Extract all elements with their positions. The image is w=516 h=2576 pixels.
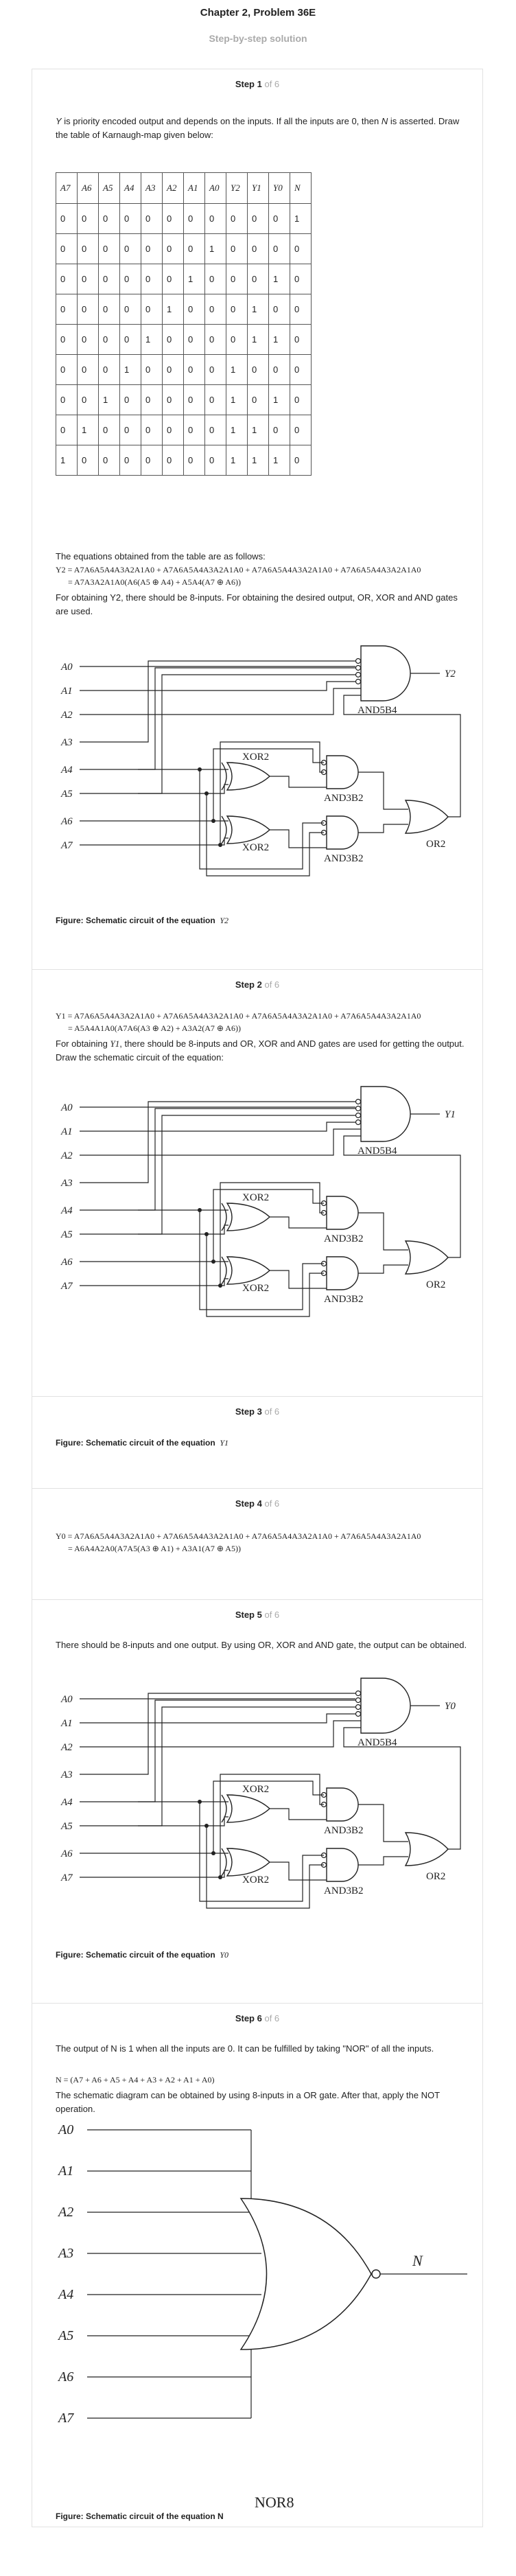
inversion-bubble: [356, 1705, 361, 1710]
table-header: A0: [205, 173, 226, 204]
table-cell: 0: [78, 234, 99, 264]
wire: [138, 838, 228, 845]
table-cell: 0: [56, 415, 78, 445]
caption-y0: Figure: Schematic circuit of the equation Y0: [56, 1950, 229, 1960]
input-label: A7: [61, 840, 73, 851]
table-cell: 0: [184, 355, 205, 385]
page-title: Chapter 2, Problem 36E: [200, 7, 316, 19]
wire: [80, 1693, 355, 1774]
input-label: A0: [58, 2122, 74, 2137]
table-cell: 1: [226, 415, 248, 445]
table-cell: 0: [290, 264, 312, 294]
wire: [138, 1817, 228, 1826]
table-cell: 0: [78, 325, 99, 355]
step-6-para2: The schematic diagram can be obtained by using 8-inputs in a OR gate. After that, apply the NOT operation.: [56, 2090, 440, 2114]
xor-label: XOR2: [242, 1283, 270, 1294]
circuit-y0: [56, 1671, 481, 1939]
table-cell: 0: [269, 355, 290, 385]
wire: [80, 1129, 361, 1155]
wire: [138, 785, 228, 793]
table-cell: 1: [56, 445, 78, 476]
table-cell: 0: [226, 294, 248, 325]
table-cell: 0: [120, 415, 141, 445]
inversion-bubble: [356, 1106, 361, 1111]
eq-intro: The equations obtained from the table are as follows:: [56, 551, 266, 561]
wire: [207, 1234, 324, 1316]
table-cell: 0: [99, 325, 120, 355]
eq-y2-line1: Y2 = A7A6A5A4A3A2A1A0 + A7A6A5A4A3A2A1A0 + A7A6A5A4A3A2A1A0 + A7A6A5A4A3A2A1A0: [56, 565, 421, 575]
inversion-bubble: [356, 1698, 361, 1703]
xor-gate-bottom: [227, 1848, 270, 1876]
table-cell: 0: [78, 355, 99, 385]
and5-label: AND5B4: [357, 1146, 397, 1157]
table-cell: 0: [226, 264, 248, 294]
table-cell: 0: [290, 325, 312, 355]
eq-y0-line1: Y0 = A7A6A5A4A3A2A1A0 + A7A6A5A4A3A2A1A0 + A7A6A5A4A3A2A1A0 + A7A6A5A4A3A2A1A0: [56, 1531, 421, 1541]
table-cell: 0: [141, 415, 163, 445]
table-cell: 0: [205, 204, 226, 234]
input-label: A5: [61, 1229, 73, 1240]
and3-label: AND3B2: [324, 1825, 364, 1836]
input-label: A7: [61, 1872, 73, 1883]
input-label: A5: [61, 789, 73, 800]
table-cell: 0: [163, 445, 184, 476]
eq-y1-line2: = A5A4A1A0(A7A6(A3 ⊕ A2) + A3A2(A7 ⊕ A6)): [68, 1023, 241, 1033]
input-label: A0: [61, 1694, 73, 1705]
step-5-para: There should be 8-inputs and one output. By using OR, XOR and AND gate, the output can be obtained.: [56, 1640, 467, 1650]
table-cell: 0: [226, 325, 248, 355]
input-label: A7: [58, 2411, 74, 2426]
table-cell: 0: [120, 445, 141, 476]
input-label: A1: [58, 2163, 74, 2179]
caption-y2: Figure: Schematic circuit of the equation Y2: [56, 916, 229, 925]
table-header: A4: [120, 173, 141, 204]
xor-label: XOR2: [242, 842, 270, 853]
inversion-bubble: [356, 666, 361, 671]
table-header: Y2: [226, 173, 248, 204]
input-label: A5: [58, 2328, 74, 2343]
table-cell: 0: [78, 445, 99, 476]
table-cell: 0: [163, 264, 184, 294]
table-cell: 0: [99, 294, 120, 325]
table-row: [56, 204, 312, 234]
wire: [80, 675, 355, 793]
table-cell: 1: [78, 415, 99, 445]
table-row: [56, 385, 312, 415]
xor-label: XOR2: [242, 1192, 270, 1203]
wire: [138, 1870, 228, 1877]
table-cell: 0: [226, 234, 248, 264]
and3-label: AND3B2: [324, 1294, 364, 1305]
table-cell: 0: [290, 234, 312, 264]
table-header: A3: [141, 173, 163, 204]
inversion-bubble: [356, 659, 361, 664]
table-cell: 0: [99, 355, 120, 385]
table-cell: 0: [248, 264, 269, 294]
and5-gate: [361, 1678, 410, 1733]
input-label: A3: [58, 2246, 74, 2261]
step-1-para: For obtaining Y2, there should be 8-inputs. For obtaining the desired output, OR, XOR and AND gates are used.: [56, 592, 458, 616]
and3-label: AND3B2: [324, 853, 364, 864]
table-cell: 1: [248, 294, 269, 325]
table-cell: 1: [248, 325, 269, 355]
table-cell: 0: [99, 415, 120, 445]
table-cell: 0: [205, 445, 226, 476]
table-cell: 0: [163, 415, 184, 445]
table-cell: 0: [269, 204, 290, 234]
table-cell: 0: [248, 204, 269, 234]
inversion-bubble: [356, 1113, 361, 1118]
or-gate: [406, 1833, 448, 1866]
table-cell: 0: [269, 415, 290, 445]
step-1-card: [32, 69, 483, 971]
wire: [358, 1857, 408, 1865]
xor-gate-top: [227, 1795, 270, 1822]
table-cell: 0: [141, 294, 163, 325]
wire: [80, 1115, 355, 1234]
table-cell: 0: [120, 294, 141, 325]
table-cell: 0: [99, 264, 120, 294]
eq-n: N = (A7 + A6 + A5 + A4 + A3 + A2 + A1 + A0): [56, 2075, 215, 2085]
table-cell: 0: [163, 325, 184, 355]
wire: [358, 1265, 408, 1273]
wire: [80, 688, 361, 715]
table-cell: 0: [269, 294, 290, 325]
table-cell: 0: [141, 264, 163, 294]
step-4-heading: Step 4 of 6: [235, 1498, 280, 1509]
table-cell: 0: [78, 385, 99, 415]
step-6-para: The output of N is 1 when all the inputs are 0. It can be fulfilled by taking "NOR" of all the inputs.: [56, 2043, 434, 2054]
circuit-y1: [56, 1080, 481, 1347]
table-header: A6: [78, 173, 99, 204]
eq-y0-line2: = A6A4A2A0(A7A5(A3 ⊕ A1) + A3A1(A7 ⊕ A5)): [68, 1544, 241, 1553]
inversion-bubble: [356, 1712, 361, 1717]
table-cell: 0: [120, 325, 141, 355]
table-cell: 0: [248, 385, 269, 415]
table-cell: 0: [78, 264, 99, 294]
table-header: A5: [99, 173, 120, 204]
input-label: A4: [61, 1205, 73, 1216]
table-cell: 0: [56, 204, 78, 234]
inversion-bubble: [356, 1120, 361, 1125]
and3-gate-top: [327, 1788, 358, 1821]
caption-y1: Figure: Schematic circuit of the equation Y1: [56, 1438, 229, 1448]
step-6-card: [32, 2003, 483, 2527]
wire: [270, 776, 327, 787]
table-cell: 0: [78, 294, 99, 325]
table-header: A1: [184, 173, 205, 204]
table-cell: 1: [120, 355, 141, 385]
table-header: Y0: [269, 173, 290, 204]
step-5-card: [32, 1599, 483, 2004]
xor-gate-top: [227, 763, 270, 790]
table-cell: 0: [78, 204, 99, 234]
input-label: A4: [61, 1797, 73, 1808]
table-cell: 1: [226, 445, 248, 476]
table-cell: 0: [290, 385, 312, 415]
eq-y2-line2: = A7A3A2A1A0(A6(A5 ⊕ A4) + A5A4(A7 ⊕ A6)): [68, 577, 241, 587]
xor-gate-bottom: [227, 1257, 270, 1284]
input-label: A2: [61, 1150, 73, 1161]
table-cell: 0: [99, 204, 120, 234]
table-cell: 0: [205, 385, 226, 415]
inversion-bubble: [356, 1100, 361, 1104]
and3-label: AND3B2: [324, 1885, 364, 1896]
table-cell: 0: [120, 204, 141, 234]
table-cell: 0: [120, 385, 141, 415]
and3-gate-top: [327, 756, 358, 789]
wire: [270, 1809, 327, 1820]
table-cell: 0: [290, 415, 312, 445]
table-row: [56, 355, 312, 385]
and5-gate: [361, 646, 410, 701]
table-cell: 0: [56, 355, 78, 385]
table-cell: 0: [141, 445, 163, 476]
eq-y1-line1: Y1 = A7A6A5A4A3A2A1A0 + A7A6A5A4A3A2A1A0 + A7A6A5A4A3A2A1A0 + A7A6A5A4A3A2A1A0: [56, 1011, 421, 1021]
output-label-n: N: [412, 2252, 423, 2269]
table-cell: 0: [163, 385, 184, 415]
circuit-y2: [56, 639, 481, 907]
table-row: [56, 294, 312, 325]
table-cell: 0: [205, 264, 226, 294]
wire: [80, 1714, 355, 1723]
wire: [80, 661, 355, 742]
step-1-intro: Y is priority encoded output and depends on the inputs. If all the inputs are 0, then N is asserted. Draw the table of Karnaugh-map given below:: [56, 116, 460, 140]
table-cell: 0: [163, 204, 184, 234]
inversion-bubble: [356, 680, 361, 684]
step-2-heading: Step 2 of 6: [235, 979, 280, 990]
table-cell: 1: [141, 325, 163, 355]
and5-label: AND5B4: [357, 705, 397, 716]
table-cell: 0: [184, 234, 205, 264]
xor-gate-bottom: [227, 816, 270, 844]
table-cell: 0: [141, 355, 163, 385]
table-cell: 1: [226, 385, 248, 415]
step-5-heading: Step 5 of 6: [235, 1610, 280, 1620]
table-cell: 1: [269, 385, 290, 415]
table-header: N: [290, 173, 312, 204]
table-cell: 0: [141, 204, 163, 234]
table-cell: 0: [269, 234, 290, 264]
table-cell: 0: [56, 325, 78, 355]
or-label: OR2: [426, 1871, 446, 1882]
and3-gate-bottom: [327, 1848, 358, 1881]
page-subtitle: Step-by-step solution: [209, 33, 307, 44]
input-label: A6: [61, 816, 73, 827]
wire: [138, 1279, 228, 1286]
wire: [80, 1700, 355, 1802]
table-cell: 0: [56, 234, 78, 264]
wire: [80, 1707, 355, 1826]
table-cell: 1: [269, 325, 290, 355]
or-label: OR2: [426, 1279, 446, 1290]
table-cell: 0: [163, 234, 184, 264]
input-label: A0: [61, 662, 73, 673]
output-label: Y1: [445, 1109, 456, 1120]
circuit-n: [56, 2109, 481, 2507]
wire: [358, 1805, 408, 1842]
table-row: [56, 264, 312, 294]
wire: [358, 1213, 408, 1250]
nor-label: NOR8: [255, 2494, 294, 2507]
step-2-para: For obtaining Y1, there should be 8-inputs and OR, XOR and AND gates are used for getting the output. Draw the schematic circuit of the equation:: [56, 1038, 465, 1063]
table-row: [56, 325, 312, 355]
table-cell: 0: [205, 325, 226, 355]
output-label: Y0: [445, 1701, 456, 1712]
wire: [358, 824, 408, 833]
table-cell: 0: [141, 234, 163, 264]
inversion-bubble: [372, 2270, 380, 2278]
or-gate: [406, 1241, 448, 1274]
table-cell: 0: [184, 325, 205, 355]
table-cell: 1: [99, 385, 120, 415]
table-cell: 1: [205, 234, 226, 264]
table-cell: 0: [290, 355, 312, 385]
table-cell: 0: [99, 234, 120, 264]
table-cell: 0: [99, 445, 120, 476]
table-cell: 0: [290, 445, 312, 476]
inversion-bubble: [356, 673, 361, 677]
input-label: A5: [61, 1821, 73, 1832]
input-label: A2: [61, 710, 73, 721]
wire: [200, 1210, 324, 1310]
table-cell: 0: [184, 385, 205, 415]
table-cell: 0: [248, 355, 269, 385]
input-label: A3: [61, 1769, 73, 1780]
input-label: A1: [61, 1718, 73, 1729]
table-cell: 0: [248, 234, 269, 264]
table-cell: 0: [205, 415, 226, 445]
wire: [200, 1802, 324, 1901]
xor-label: XOR2: [242, 1784, 270, 1795]
or-gate: [406, 800, 448, 833]
input-label: A7: [61, 1281, 73, 1292]
table-cell: 1: [269, 264, 290, 294]
wire: [138, 1225, 228, 1234]
input-label: A3: [61, 1178, 73, 1189]
and3-label: AND3B2: [324, 793, 364, 804]
table-cell: 1: [184, 264, 205, 294]
table-cell: 0: [205, 355, 226, 385]
table-cell: 0: [205, 294, 226, 325]
input-label: A2: [58, 2205, 74, 2220]
wire: [80, 1122, 355, 1131]
and5-gate: [361, 1087, 410, 1141]
table-header: A2: [163, 173, 184, 204]
and3-gate-bottom: [327, 816, 358, 849]
table-cell: 0: [56, 294, 78, 325]
table-row: [56, 445, 312, 476]
table-header: A7: [56, 173, 78, 204]
wire: [80, 682, 355, 691]
nor-gate: [241, 2198, 371, 2349]
wire: [358, 772, 408, 809]
table-cell: 0: [120, 234, 141, 264]
input-label: A6: [61, 1848, 73, 1859]
table-cell: 0: [184, 445, 205, 476]
xor-label: XOR2: [242, 1875, 270, 1885]
and3-gate-top: [327, 1196, 358, 1229]
step-3-heading: Step 3 of 6: [235, 1406, 280, 1417]
input-label: A3: [61, 737, 73, 748]
table-cell: 1: [248, 445, 269, 476]
table-cell: 0: [163, 355, 184, 385]
table-cell: 0: [141, 385, 163, 415]
input-label: A4: [61, 765, 73, 776]
input-label: A4: [58, 2287, 74, 2302]
and5-label: AND5B4: [357, 1737, 397, 1748]
wire: [80, 1109, 355, 1210]
table-row: [56, 234, 312, 264]
input-label: A1: [61, 1126, 73, 1137]
table-cell: 0: [56, 385, 78, 415]
wire: [80, 668, 355, 769]
table-cell: 0: [120, 264, 141, 294]
table-cell: 1: [269, 445, 290, 476]
step-1-heading: Step 1 of 6: [235, 79, 280, 89]
table-cell: 0: [226, 204, 248, 234]
step-6-heading: Step 6 of 6: [235, 2013, 280, 2023]
input-label: A2: [61, 1742, 73, 1753]
xor-gate-top: [227, 1203, 270, 1231]
wire: [80, 1102, 355, 1183]
step-3-card: [32, 1396, 483, 1489]
wire: [80, 1721, 361, 1747]
table-cell: 0: [290, 294, 312, 325]
wire: [207, 793, 324, 876]
table-cell: 1: [290, 204, 312, 234]
table-cell: 0: [184, 204, 205, 234]
xor-label: XOR2: [242, 752, 270, 763]
table-row: [56, 415, 312, 445]
input-label: A6: [58, 2369, 74, 2384]
karnaugh-table: [56, 172, 312, 476]
table-cell: 1: [226, 355, 248, 385]
or-label: OR2: [426, 839, 446, 850]
table-cell: 0: [56, 264, 78, 294]
input-label: A6: [61, 1257, 73, 1268]
output-label: Y2: [445, 669, 456, 680]
table-cell: 0: [184, 294, 205, 325]
table-cell: 1: [248, 415, 269, 445]
input-label: A1: [61, 686, 73, 697]
inversion-bubble: [356, 1691, 361, 1696]
table-cell: 1: [163, 294, 184, 325]
input-label: A0: [61, 1102, 73, 1113]
step-4-card: [32, 1488, 483, 1601]
step-2-card: [32, 969, 483, 1397]
wire: [200, 769, 324, 869]
table-header: Y1: [248, 173, 269, 204]
table-cell: 0: [184, 415, 205, 445]
wire: [207, 1826, 324, 1908]
and3-gate-bottom: [327, 1257, 358, 1290]
and3-label: AND3B2: [324, 1233, 364, 1244]
wire: [270, 1217, 327, 1228]
caption-n: Figure: Schematic circuit of the equation N: [56, 2511, 224, 2521]
